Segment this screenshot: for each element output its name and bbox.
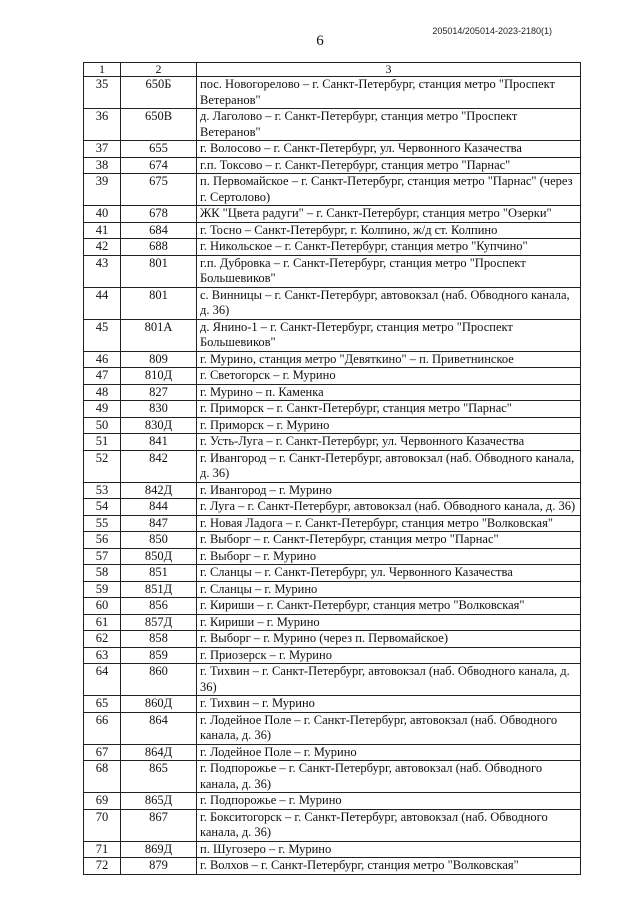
route-number-cell: 678 <box>121 206 197 223</box>
row-number-cell: 60 <box>84 598 121 615</box>
page-number: 6 <box>316 33 324 49</box>
route-description-cell: г. Подпорожье – г. Мурино <box>197 793 581 810</box>
route-number-cell: 858 <box>121 631 197 648</box>
route-number-cell: 860Д <box>121 696 197 713</box>
route-number-cell: 844 <box>121 499 197 516</box>
route-description-cell: с. Винницы – г. Санкт-Петербург, автовокзал (наб. Обводного канала, д. 36) <box>197 287 581 319</box>
route-description-cell: г. Волосово – г. Санкт-Петербург, ул. Червонного Казачества <box>197 141 581 158</box>
route-number-cell: 842 <box>121 450 197 482</box>
row-number-cell: 47 <box>84 368 121 385</box>
route-number-cell: 865Д <box>121 793 197 810</box>
table-row <box>84 841 581 858</box>
route-description-cell: г. Тосно – Санкт-Петербург, г. Колпино, ж/д ст. Колпино <box>197 222 581 239</box>
route-number-cell: 809 <box>121 351 197 368</box>
table-row <box>84 598 581 615</box>
table-row <box>84 319 581 351</box>
table-header-row <box>84 63 581 77</box>
table-row <box>84 174 581 206</box>
route-number-cell: 650Б <box>121 77 197 109</box>
table-row <box>84 287 581 319</box>
table-row <box>84 696 581 713</box>
table-row <box>84 368 581 385</box>
table-row <box>84 417 581 434</box>
table-row <box>84 532 581 549</box>
document-id: 205014/205014-2023-2180(1) <box>432 26 552 36</box>
row-number-cell: 65 <box>84 696 121 713</box>
row-number-cell: 41 <box>84 222 121 239</box>
routes-table <box>83 62 581 875</box>
route-description-cell: п. Шугозеро – г. Мурино <box>197 841 581 858</box>
route-number-cell: 827 <box>121 384 197 401</box>
row-number-cell: 70 <box>84 809 121 841</box>
route-number-cell: 869Д <box>121 841 197 858</box>
route-number-cell: 847 <box>121 515 197 532</box>
route-description-cell: п. Первомайское – г. Санкт-Петербург, станция метро "Парнас" (через г. Сертолово) <box>197 174 581 206</box>
route-description-cell: г. Выборг – г. Санкт-Петербург, станция метро "Парнас" <box>197 532 581 549</box>
route-description-cell: г. Сланцы – г. Мурино <box>197 581 581 598</box>
route-description-cell: г. Тихвин – г. Санкт-Петербург, автовокзал (наб. Обводного канала, д. 36) <box>197 664 581 696</box>
route-number-cell: 851Д <box>121 581 197 598</box>
route-number-cell: 850Д <box>121 548 197 565</box>
row-number-cell: 38 <box>84 157 121 174</box>
route-number-cell: 842Д <box>121 482 197 499</box>
row-number-cell: 61 <box>84 614 121 631</box>
row-number-cell: 57 <box>84 548 121 565</box>
row-number-cell: 43 <box>84 255 121 287</box>
route-description-cell: г. Светогорск – г. Мурино <box>197 368 581 385</box>
route-number-cell: 684 <box>121 222 197 239</box>
route-description-cell: г. Выборг – г. Мурино (через п. Первомайское) <box>197 631 581 648</box>
route-number-cell: 830Д <box>121 417 197 434</box>
row-number-cell: 55 <box>84 515 121 532</box>
table-row <box>84 858 581 875</box>
row-number-cell: 35 <box>84 77 121 109</box>
route-description-cell: г. Приморск – г. Санкт-Петербург, станция метро "Парнас" <box>197 401 581 418</box>
row-number-cell: 39 <box>84 174 121 206</box>
route-description-cell: г. Приозерск – г. Мурино <box>197 647 581 664</box>
table-row <box>84 614 581 631</box>
row-number-cell: 63 <box>84 647 121 664</box>
table-row <box>84 809 581 841</box>
row-number-cell: 52 <box>84 450 121 482</box>
table-row <box>84 401 581 418</box>
table-row <box>84 712 581 744</box>
row-number-cell: 45 <box>84 319 121 351</box>
route-description-cell: д. Лаголово – г. Санкт-Петербург, станция метро "Проспект Ветеранов" <box>197 109 581 141</box>
table-row <box>84 565 581 582</box>
row-number-cell: 69 <box>84 793 121 810</box>
row-number-cell: 51 <box>84 434 121 451</box>
table-row <box>84 761 581 793</box>
row-number-cell: 40 <box>84 206 121 223</box>
table-row <box>84 206 581 223</box>
route-number-cell: 801А <box>121 319 197 351</box>
route-description-cell: г. Новая Ладога – г. Санкт-Петербург, станция метро "Волковская" <box>197 515 581 532</box>
route-description-cell: г.п. Дубровка – г. Санкт-Петербург, станция метро "Проспект Большевиков" <box>197 255 581 287</box>
route-description-cell: г. Ивангород – г. Мурино <box>197 482 581 499</box>
row-number-cell: 66 <box>84 712 121 744</box>
column-header-route: 2 <box>121 63 197 77</box>
route-number-cell: 851 <box>121 565 197 582</box>
route-number-cell: 830 <box>121 401 197 418</box>
route-number-cell: 856 <box>121 598 197 615</box>
route-description-cell: г. Кириши – г. Санкт-Петербург, станция метро "Волковская" <box>197 598 581 615</box>
route-number-cell: 655 <box>121 141 197 158</box>
route-description-cell: ЖК "Цвета радуги" – г. Санкт-Петербург, станция метро "Озерки" <box>197 206 581 223</box>
route-number-cell: 841 <box>121 434 197 451</box>
table-row <box>84 77 581 109</box>
table-row <box>84 239 581 256</box>
table-row <box>84 482 581 499</box>
row-number-cell: 50 <box>84 417 121 434</box>
route-number-cell: 859 <box>121 647 197 664</box>
row-number-cell: 59 <box>84 581 121 598</box>
route-number-cell: 801 <box>121 255 197 287</box>
row-number-cell: 64 <box>84 664 121 696</box>
route-description-cell: г. Усть-Луга – г. Санкт-Петербург, ул. Червонного Казачества <box>197 434 581 451</box>
row-number-cell: 44 <box>84 287 121 319</box>
route-description-cell: г. Сланцы – г. Санкт-Петербург, ул. Червонного Казачества <box>197 565 581 582</box>
route-description-cell: г. Подпорожье – г. Санкт-Петербург, автовокзал (наб. Обводного канала, д. 36) <box>197 761 581 793</box>
route-description-cell: г. Лодейное Поле – г. Мурино <box>197 744 581 761</box>
table-row <box>84 351 581 368</box>
route-description-cell: г. Приморск – г. Мурино <box>197 417 581 434</box>
row-number-cell: 46 <box>84 351 121 368</box>
route-description-cell: д. Янино-1 – г. Санкт-Петербург, станция метро "Проспект Большевиков" <box>197 319 581 351</box>
route-description-cell: г. Мурино, станция метро "Девяткино" – п. Приветнинское <box>197 351 581 368</box>
route-description-cell: г. Никольское – г. Санкт-Петербург, станция метро "Купчино" <box>197 239 581 256</box>
row-number-cell: 67 <box>84 744 121 761</box>
table-row <box>84 515 581 532</box>
table-row <box>84 631 581 648</box>
row-number-cell: 72 <box>84 858 121 875</box>
route-number-cell: 867 <box>121 809 197 841</box>
route-number-cell: 850 <box>121 532 197 549</box>
row-number-cell: 56 <box>84 532 121 549</box>
route-number-cell: 864Д <box>121 744 197 761</box>
table-row <box>84 255 581 287</box>
table-row <box>84 222 581 239</box>
route-description-cell: г. Выборг – г. Мурино <box>197 548 581 565</box>
table-row <box>84 581 581 598</box>
route-number-cell: 688 <box>121 239 197 256</box>
route-description-cell: г. Волхов – г. Санкт-Петербург, станция метро "Волковская" <box>197 858 581 875</box>
route-number-cell: 675 <box>121 174 197 206</box>
column-header-number: 1 <box>84 63 121 77</box>
route-description-cell: г. Тихвин – г. Мурино <box>197 696 581 713</box>
route-number-cell: 860 <box>121 664 197 696</box>
route-description-cell: г. Ивангород – г. Санкт-Петербург, автовокзал (наб. Обводного канала, д. 36) <box>197 450 581 482</box>
route-description-cell: г. Кириши – г. Мурино <box>197 614 581 631</box>
route-description-cell: г. Мурино – п. Каменка <box>197 384 581 401</box>
route-description-cell: пос. Новогорелово – г. Санкт-Петербург, станция метро "Проспект Ветеранов" <box>197 77 581 109</box>
table-row <box>84 664 581 696</box>
row-number-cell: 54 <box>84 499 121 516</box>
row-number-cell: 62 <box>84 631 121 648</box>
table-row <box>84 548 581 565</box>
table-row <box>84 109 581 141</box>
route-number-cell: 857Д <box>121 614 197 631</box>
column-header-description: 3 <box>197 63 581 77</box>
route-number-cell: 801 <box>121 287 197 319</box>
table-row <box>84 434 581 451</box>
route-number-cell: 650В <box>121 109 197 141</box>
route-description-cell: г.п. Токсово – г. Санкт-Петербург, станция метро "Парнас" <box>197 157 581 174</box>
table-row <box>84 744 581 761</box>
row-number-cell: 48 <box>84 384 121 401</box>
row-number-cell: 36 <box>84 109 121 141</box>
route-number-cell: 865 <box>121 761 197 793</box>
row-number-cell: 42 <box>84 239 121 256</box>
table-row <box>84 141 581 158</box>
row-number-cell: 58 <box>84 565 121 582</box>
table-row <box>84 157 581 174</box>
row-number-cell: 71 <box>84 841 121 858</box>
table-row <box>84 647 581 664</box>
row-number-cell: 49 <box>84 401 121 418</box>
row-number-cell: 37 <box>84 141 121 158</box>
table-row <box>84 793 581 810</box>
route-number-cell: 879 <box>121 858 197 875</box>
table-row <box>84 384 581 401</box>
route-number-cell: 674 <box>121 157 197 174</box>
route-number-cell: 864 <box>121 712 197 744</box>
row-number-cell: 53 <box>84 482 121 499</box>
route-description-cell: г. Лодейное Поле – г. Санкт-Петербург, автовокзал (наб. Обводного канала, д. 36) <box>197 712 581 744</box>
row-number-cell: 68 <box>84 761 121 793</box>
table-row <box>84 499 581 516</box>
route-description-cell: г. Луга – г. Санкт-Петербург, автовокзал (наб. Обводного канала, д. 36) <box>197 499 581 516</box>
route-description-cell: г. Бокситогорск – г. Санкт-Петербург, автовокзал (наб. Обводного канала, д. 36) <box>197 809 581 841</box>
table-row <box>84 450 581 482</box>
route-number-cell: 810Д <box>121 368 197 385</box>
